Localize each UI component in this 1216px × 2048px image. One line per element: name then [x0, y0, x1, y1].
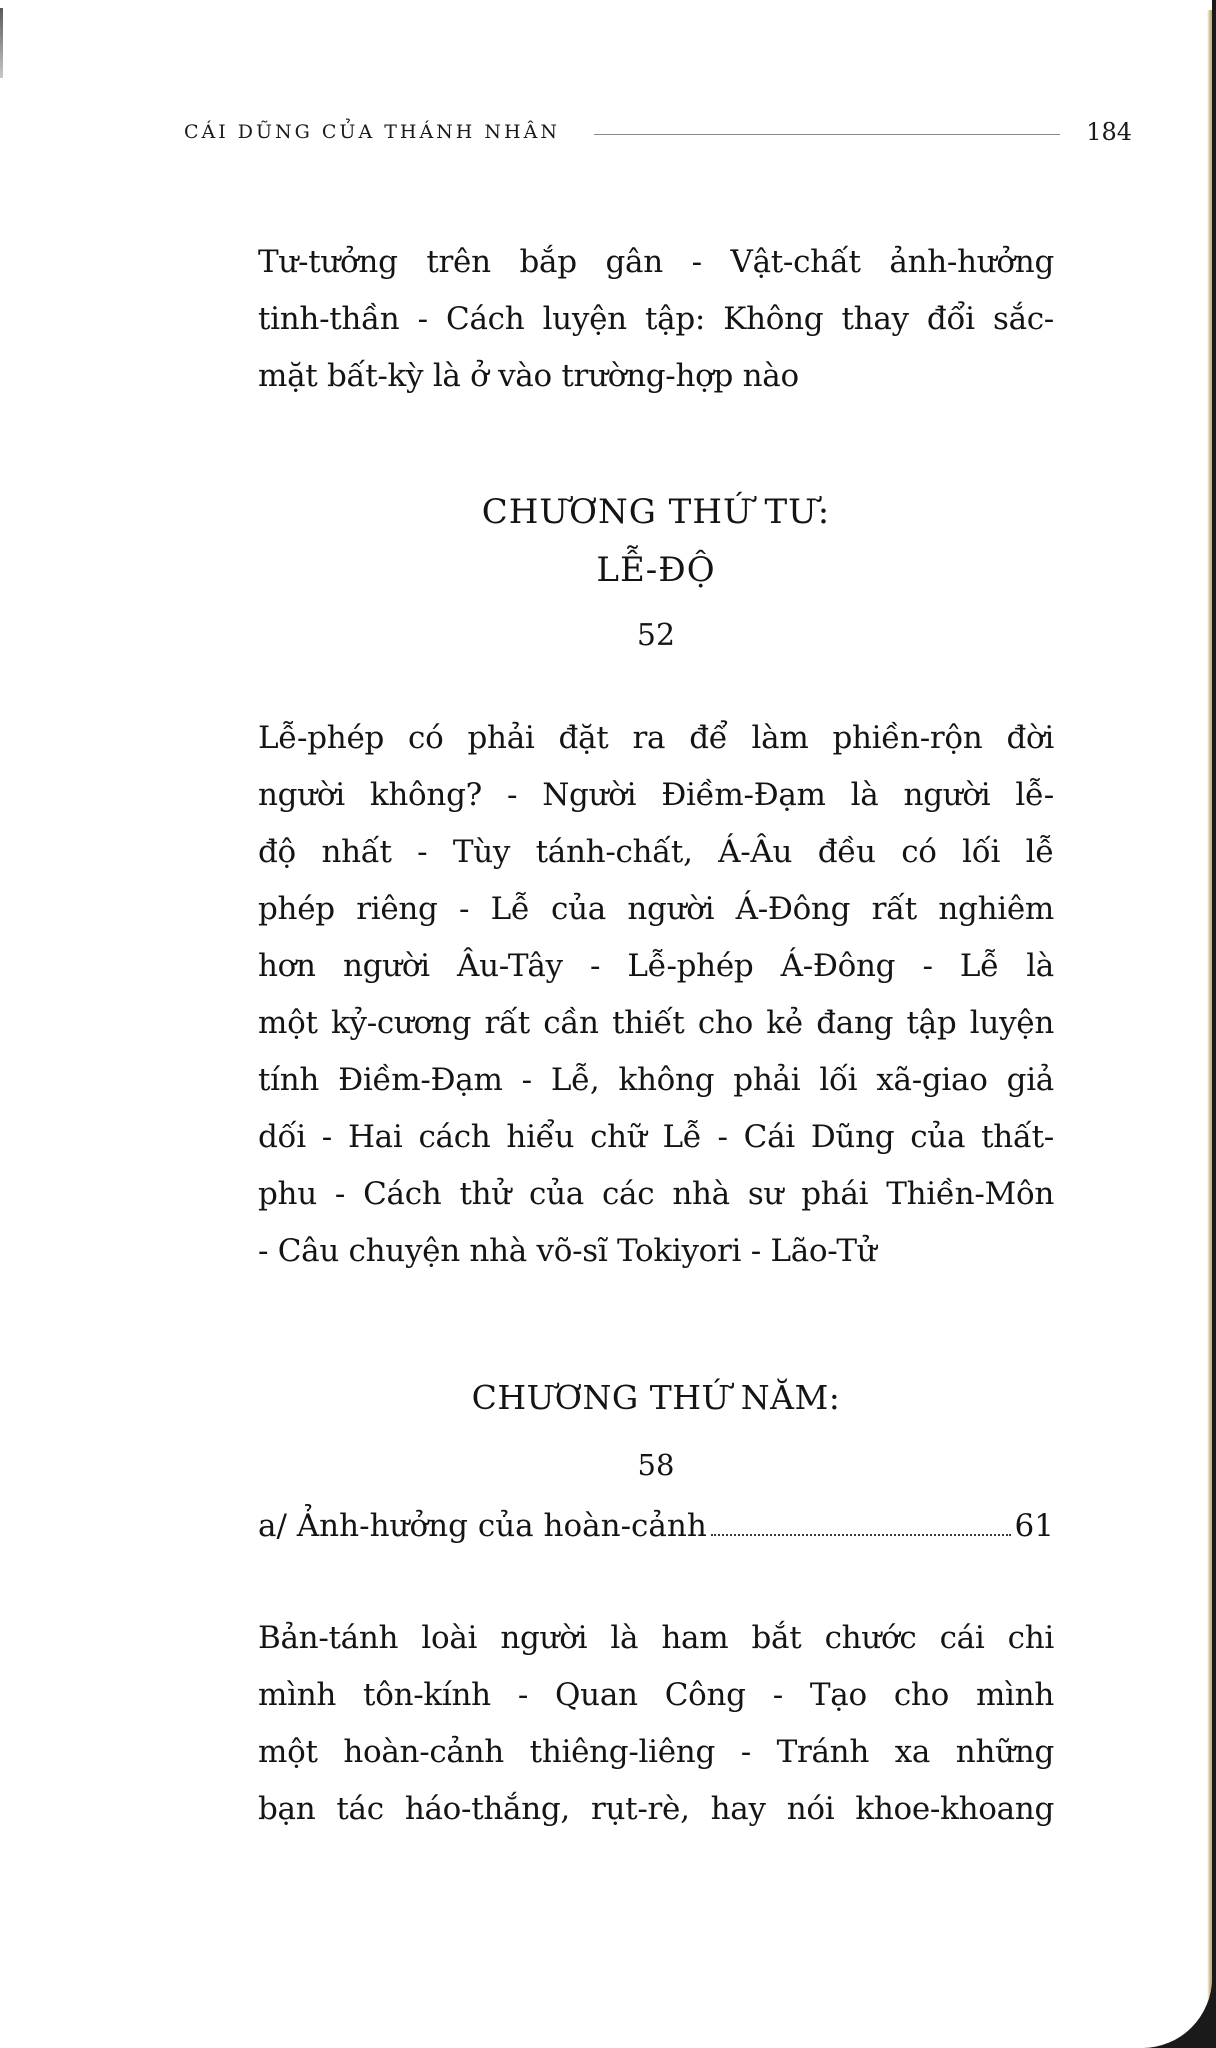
toc-entry — [258, 1508, 1054, 1544]
chapter-4-subtitle: LỄ-ĐỘ — [596, 550, 716, 590]
chapter-5-summary — [258, 1610, 1054, 1838]
page-edge-right — [1207, 10, 1212, 2010]
summary-line: mình tôn-kính - Quan Công - Tạo cho mình — [258, 1677, 1054, 1713]
toc-entry-label: a/ Ảnh-hưởng của hoàn-cảnh — [258, 1508, 707, 1544]
page-number: 184 — [1086, 118, 1132, 146]
summary-line: mặt bất-kỳ là ở vào trường-hợp nào — [258, 358, 799, 394]
summary-line: bạn tác háo-thắng, rụt-rè, hay nói khoe-khoang — [258, 1791, 1054, 1827]
summary-line: tinh-thần - Cách luyện tập: Không thay đổi sắc- — [258, 301, 1054, 337]
chapter-4-page-number: 52 — [636, 618, 676, 653]
summary-line: Lễ-phép có phải đặt ra để làm phiền-rộn đời — [258, 720, 1054, 756]
summary-line: một kỷ-cương rất cần thiết cho kẻ đang tập luyện — [258, 1005, 1054, 1041]
summary-line: Tư-tưởng trên bắp gân - Vật-chất ảnh-hưởng — [258, 244, 1054, 280]
running-header — [184, 112, 1132, 152]
running-title: CÁI DŨNG CỦA THÁNH NHÂN — [184, 121, 560, 143]
chapter-5-page-number: 58 — [637, 1448, 675, 1482]
page-edge-left — [0, 8, 3, 78]
summary-line: một hoàn-cảnh thiêng-liêng - Tránh xa những — [258, 1734, 1054, 1770]
summary-line: độ nhất - Tùy tánh-chất, Á-Âu đều có lối lễ — [258, 834, 1054, 870]
show-through-text — [300, 1890, 1060, 1925]
summary-line: hơn người Âu-Tây - Lễ-phép Á-Đông - Lễ là — [258, 948, 1054, 984]
summary-line: phu - Cách thử của các nhà sư phái Thiền-Môn — [258, 1176, 1054, 1212]
dot-leader — [711, 1533, 1011, 1536]
summary-line: Bản-tánh loài người là ham bắt chước cái chi — [258, 1620, 1054, 1656]
summary-line: người không? - Người Điềm-Đạm là người lễ- — [258, 777, 1054, 813]
summary-line: dối - Hai cách hiểu chữ Lễ - Cái Dũng của thất- — [258, 1119, 1054, 1155]
summary-line: phép riêng - Lễ của người Á-Đông rất nghiêm — [258, 891, 1054, 927]
chapter-5-heading: CHƯƠNG THỨ NĂM: — [471, 1378, 841, 1417]
chapter-4-heading: CHƯƠNG THỨ TƯ: — [481, 492, 831, 532]
toc-entry-page: 61 — [1014, 1508, 1054, 1544]
intro-summary — [258, 234, 1054, 405]
summary-line: tính Điềm-Đạm - Lễ, không phải lối xã-giao giả — [258, 1062, 1054, 1098]
summary-line: - Câu chuyện nhà võ-sĩ Tokiyori - Lão-Tử — [258, 1233, 877, 1269]
chapter-4-summary — [258, 710, 1054, 1280]
header-rule — [594, 134, 1060, 135]
